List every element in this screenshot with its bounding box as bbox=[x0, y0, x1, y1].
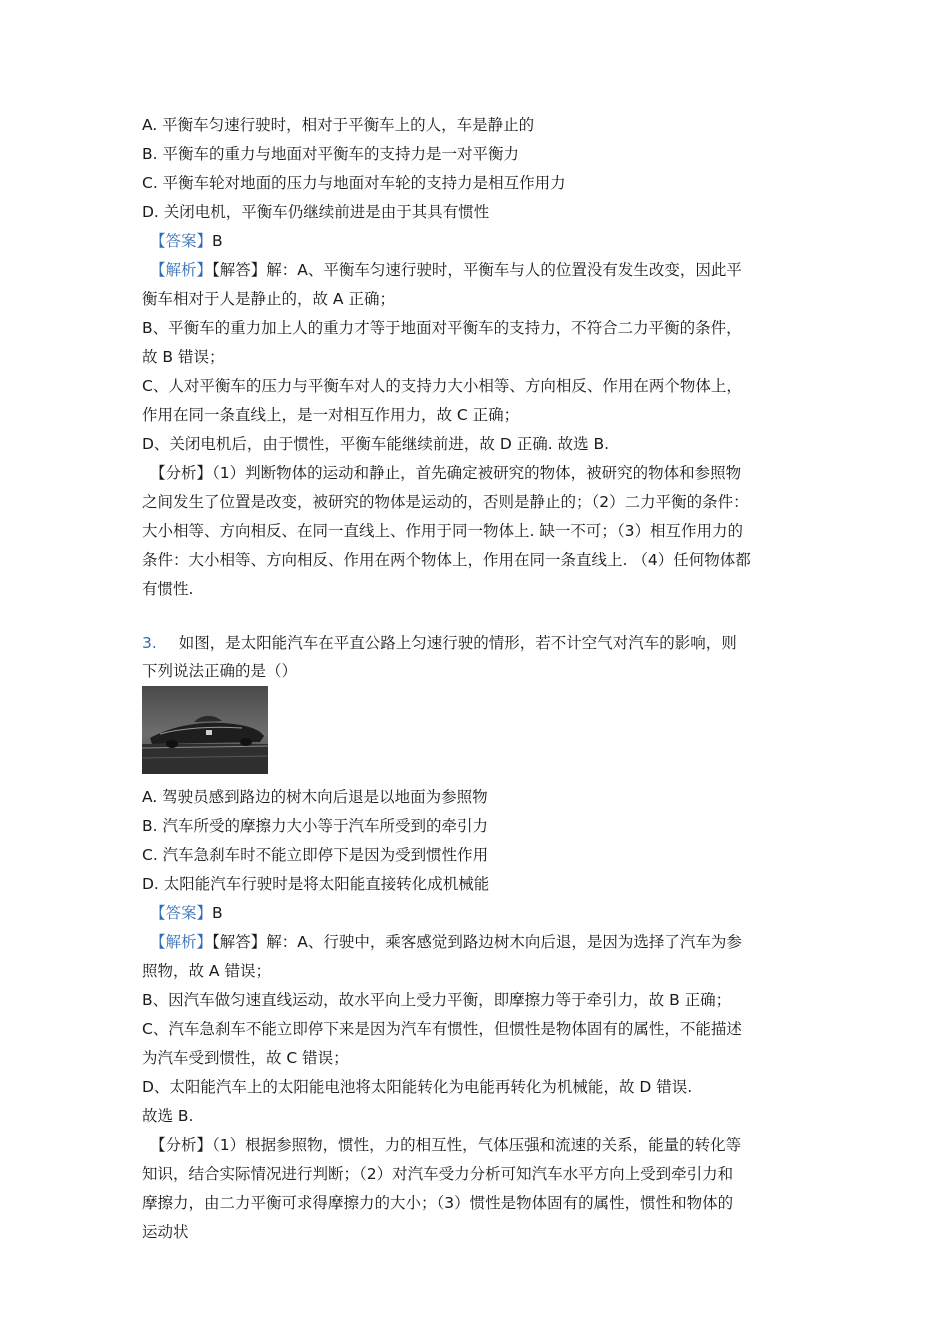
q3-answer-line bbox=[150, 903, 830, 923]
q2-option-b: B. 平衡车的重力与地面对平衡车的支持力是一对平衡力 bbox=[142, 145, 519, 163]
q3-stem-line: 下列说法正确的是（） bbox=[142, 662, 298, 680]
q2-analysis-line: 之间发生了位置是改变，被研究的物体是运动的，否则是静止的；（2）二力平衡的条件： bbox=[142, 493, 749, 511]
q3-option-a: A. 驾驶员感到路边的树木向后退是以地面为参照物 bbox=[142, 788, 488, 806]
q3-analysis-text: 【解答】解：A、行驶中，乘客感觉到路边树木向后退，是因为选择了汽车为参 bbox=[212, 933, 742, 951]
q2-analysis-line: 大小相等、方向相反、在同一直线上、作用于同一物体上. 缺一不可；（3）相互作用力的 bbox=[142, 522, 743, 540]
q3-analysis-line: 【分析】（1）根据参照物，惯性，力的相互性，气体压强和流速的关系，能量的转化等 bbox=[150, 1136, 742, 1154]
q3-analysis-line: D、太阳能汽车上的太阳能电池将太阳能转化为电能再转化为机械能，故 D 错误. bbox=[142, 1078, 693, 1096]
q3-analysis-line: 故选 B. bbox=[142, 1107, 194, 1125]
q3-analysis-line: 运动状 bbox=[142, 1223, 189, 1241]
q3-answer-value: B bbox=[212, 904, 223, 922]
q3-answer-tag: 【答案】 bbox=[150, 904, 213, 922]
q3-option-b: B. 汽车所受的摩擦力大小等于汽车所受到的牵引力 bbox=[142, 817, 488, 835]
q2-analysis-line: 作用在同一条直线上，是一对相互作用力，故 C 正确； bbox=[142, 406, 520, 424]
q3-analysis-line: B、因汽车做匀速直线运动，故水平向上受力平衡，即摩擦力等于牵引力，故 B 正确； bbox=[142, 991, 732, 1009]
q2-option-d: D. 关闭电机，平衡车仍继续前进是由于其具有惯性 bbox=[142, 203, 490, 221]
q2-analysis-text: 【解答】解：A、平衡车匀速行驶时，平衡车与人的位置没有发生改变，因此平 bbox=[212, 261, 742, 279]
q3-analysis-line: C、汽车急刹车不能立即停下来是因为汽车有惯性，但惯性是物体固有的属性，不能描述 bbox=[142, 1020, 742, 1038]
q3-analysis-line bbox=[150, 932, 830, 952]
solar-car-photo bbox=[142, 686, 268, 774]
q2-answer-value: B bbox=[212, 232, 223, 250]
q2-option-c: C. 平衡车轮对地面的压力与地面对车轮的支持力是相互作用力 bbox=[142, 174, 566, 192]
solar-car-image bbox=[142, 686, 268, 774]
q3-analysis-line: 知识，结合实际情况进行判断；（2）对汽车受力分析可知汽车水平方向上受到牵引力和 bbox=[142, 1165, 734, 1183]
q3-analysis-line: 摩擦力，由二力平衡可求得摩擦力的大小；（3）惯性是物体固有的属性，惯性和物体的 bbox=[142, 1194, 734, 1212]
q2-analysis-line: 故 B 错误； bbox=[142, 348, 225, 366]
q2-analysis-line: D、关闭电机后，由于惯性，平衡车能继续前进，故 D 正确. 故选 B. bbox=[142, 435, 610, 453]
q2-analysis-line bbox=[150, 260, 830, 280]
q3-stem-text: 如图，是太阳能汽车在平直公路上匀速行驶的情形，若不计空气对汽车的影响，则 bbox=[178, 634, 737, 652]
q2-analysis-line: 衡车相对于人是静止的，故 A 正确； bbox=[142, 290, 395, 308]
q2-analysis-line: 有惯性. bbox=[142, 580, 194, 598]
q2-analysis-line: B、平衡车的重力加上人的重力才等于地面对平衡车的支持力，不符合二力平衡的条件， bbox=[142, 319, 742, 337]
q3-stem-line bbox=[142, 633, 822, 653]
q2-analysis-line: 条件：大小相等、方向相反、作用在两个物体上，作用在同一条直线上. （4）任何物体都 bbox=[142, 551, 751, 569]
q3-option-c: C. 汽车急刹车时不能立即停下是因为受到惯性作用 bbox=[142, 846, 489, 864]
q2-option-a: A. 平衡车匀速行驶时，相对于平衡车上的人，车是静止的 bbox=[142, 116, 535, 134]
q2-analysis-tag: 【解析】 bbox=[150, 261, 213, 279]
q3-analysis-line: 为汽车受到惯性，故 C 错误； bbox=[142, 1049, 349, 1067]
q3-analysis-line: 照物，故 A 错误； bbox=[142, 962, 271, 980]
q2-answer-line bbox=[150, 231, 830, 251]
q3-analysis-tag: 【解析】 bbox=[150, 933, 213, 951]
q3-option-d: D. 太阳能汽车行驶时是将太阳能直接转化成机械能 bbox=[142, 875, 490, 893]
q2-analysis-line: C、人对平衡车的压力与平衡车对人的支持力大小相等、方向相反、作用在两个物体上， bbox=[142, 377, 742, 395]
q2-analysis-line: 【分析】（1）判断物体的运动和静止，首先确定被研究的物体，被研究的物体和参照物 bbox=[150, 464, 742, 482]
q2-answer-tag: 【答案】 bbox=[150, 232, 213, 250]
q3-number: 3. bbox=[142, 634, 157, 652]
